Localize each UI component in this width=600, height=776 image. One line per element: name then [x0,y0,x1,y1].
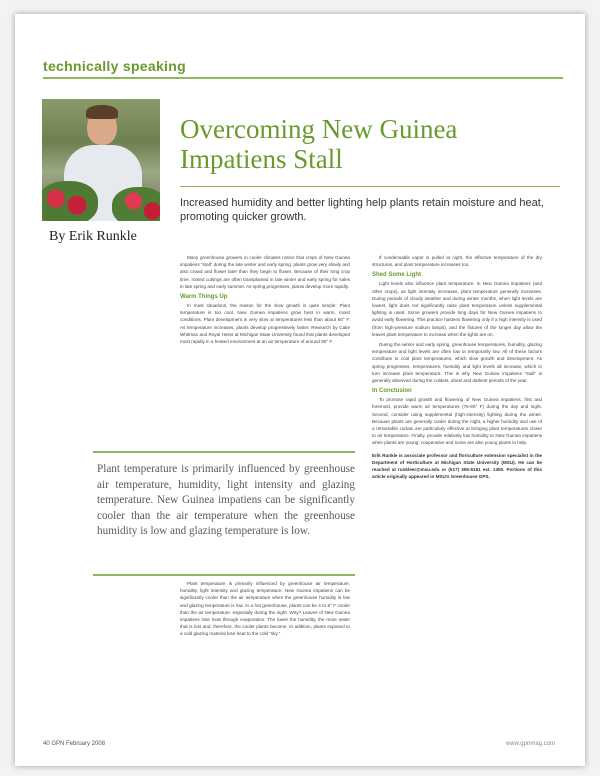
body-paragraph: During the winter and early spring, greenhouse temperatures, humidity, glazing temperature and light levels are often low or temporarily low. All of these factors contribute to cool plant temperatures, which slow growth and development. As spring progresses, temperatures, humidity and light levels all increase, which in turn increase plant temperature. This is why New Guinea impatiens “stall” is generally observed during the coldest, driest and darkest periods of the year. [372,342,542,384]
section-divider [43,77,563,79]
author-bio: Erik Runkle is associate professor and floriculture extension specialist in the Department of Horticulture at Michigan State University (MSU). He can be reached at runkleer@msu.edu or (517) 355-5191 ext. 1350. Portions of this article originally appeared in MSU’s Greenhouse GPS. [372,452,542,480]
body-column-2 [372,254,542,483]
section-label: technically speaking [43,58,186,74]
article-byline: By Erik Runkle [49,229,137,244]
body-paragraph: Light levels also influence plant temperature. In New Guinea impatiens (and other crops), as light intensity increases, plant temperature generally increases. During periods of cloudy weather and during winter months, when light levels are lowest, light does not significantly raise plant temperature unless supplemental lighting is used. Some growers provide long days for New Guinea impatiens to avoid early flowering. This practice hastens flowering only if a high intensity is used (from high-pressure sodium lamps), and the fixtures of the longer day allow the leaves plant temperature to increase when the lights are on. [372,281,542,337]
author-photo [42,99,160,221]
body-paragraph: Plant temperature is primarily influenced by greenhouse air temperature, humidity, light intensity and glazing temperature. New Guinea impatiens can be significantly cooler than the air temperature when the greenhouse humidity is low and glazing temperature is low. In a hot greenhouse, plants can be 4 to 8° F cooler than the air temperature, especially during the night. Why? Leaves of New Guinea impatiens lose heat through evaporation. The lower the humidity, the more water that is lost and, therefore, the cooler plants become. In addition, plants exposed to a cold glazing material lose heat to the cold “sky.” [180,581,350,637]
subheading-shed-some-light: Shed Some Light [372,272,422,279]
page-footer [43,741,555,747]
body-column-3 [180,580,350,641]
photo-flowers-left [42,181,98,221]
article-title: Overcoming New Guinea Impatiens Stall [180,114,458,174]
title-divider [180,186,560,187]
body-paragraph: In most situations, the reason for the slow growth is quite simple: Plant temperature is too cool. New Guinea impatiens grow best in warm, moist conditions. Plant development is very slow at temperatures less than about 60° F. As temperature increases, plants develop progressively faster. Research by Catie Whitman and Royal Heins at Michigan State University found that plants developed most rapidly in a heated environment at an air temperature of around 80° F. [180,303,350,345]
pullquote: Plant temperature is primarily influenced by greenhouse air temperature, humidity, light intensity and glazing temperature. New Guinea impatiens can be significantly cooler than the air temperature when the greenhouse humidity is low and glazing temperature is low. [97,463,355,538]
body-column-1 [180,254,350,348]
magazine-page [15,14,585,766]
body-paragraph: If condensable vapor is pulled at night, the effective temperature of the dry structures, and plant temperature increases too. [372,255,542,268]
pullquote-rule-bottom [93,574,355,576]
article-deck: Increased humidity and better lighting help plants retain moisture and heat, promoting quicker growth. [180,197,544,223]
pullquote-rule-top [93,451,355,453]
footer-page-info: 40 GPN February 2008 [43,741,106,747]
body-paragraph: To promote rapid growth and flowering of New Guinea impatiens, first and foremost, provide warm air temperatures (75-80° F) during the day and night. Second, consider using supplemental (high-intensity) lighting during the winter. Because plants are generally cooler during the night, a higher humidity and use of a retractable curtain are particularly effective at bringing plant temperatures closer to air temperature. Finally, provide relatively low humidity to New Guinea impatiens when plants are young: cooperative and some are also young plants to help. [372,397,542,446]
subheading-warm-things-up: Warm Things Up [180,294,228,301]
footer-url: www.gpnmag.com [505,741,555,747]
subheading-in-conclusion: In Conclusion [372,388,412,395]
photo-person-hair [86,105,118,119]
photo-flowers-right [112,187,160,221]
body-paragraph: Many greenhouse growers in cooler climates notice that crops of New Guinea impatiens “stall” during the late winter and early spring: plants grow very slowly and also crowd and flower later than they begin to flower. Because of their long crop time, rooted cuttings are often transplanted in late winter and early spring for sales in late spring and early summer. As spring progresses, plants develop more rapidly. [180,255,350,289]
